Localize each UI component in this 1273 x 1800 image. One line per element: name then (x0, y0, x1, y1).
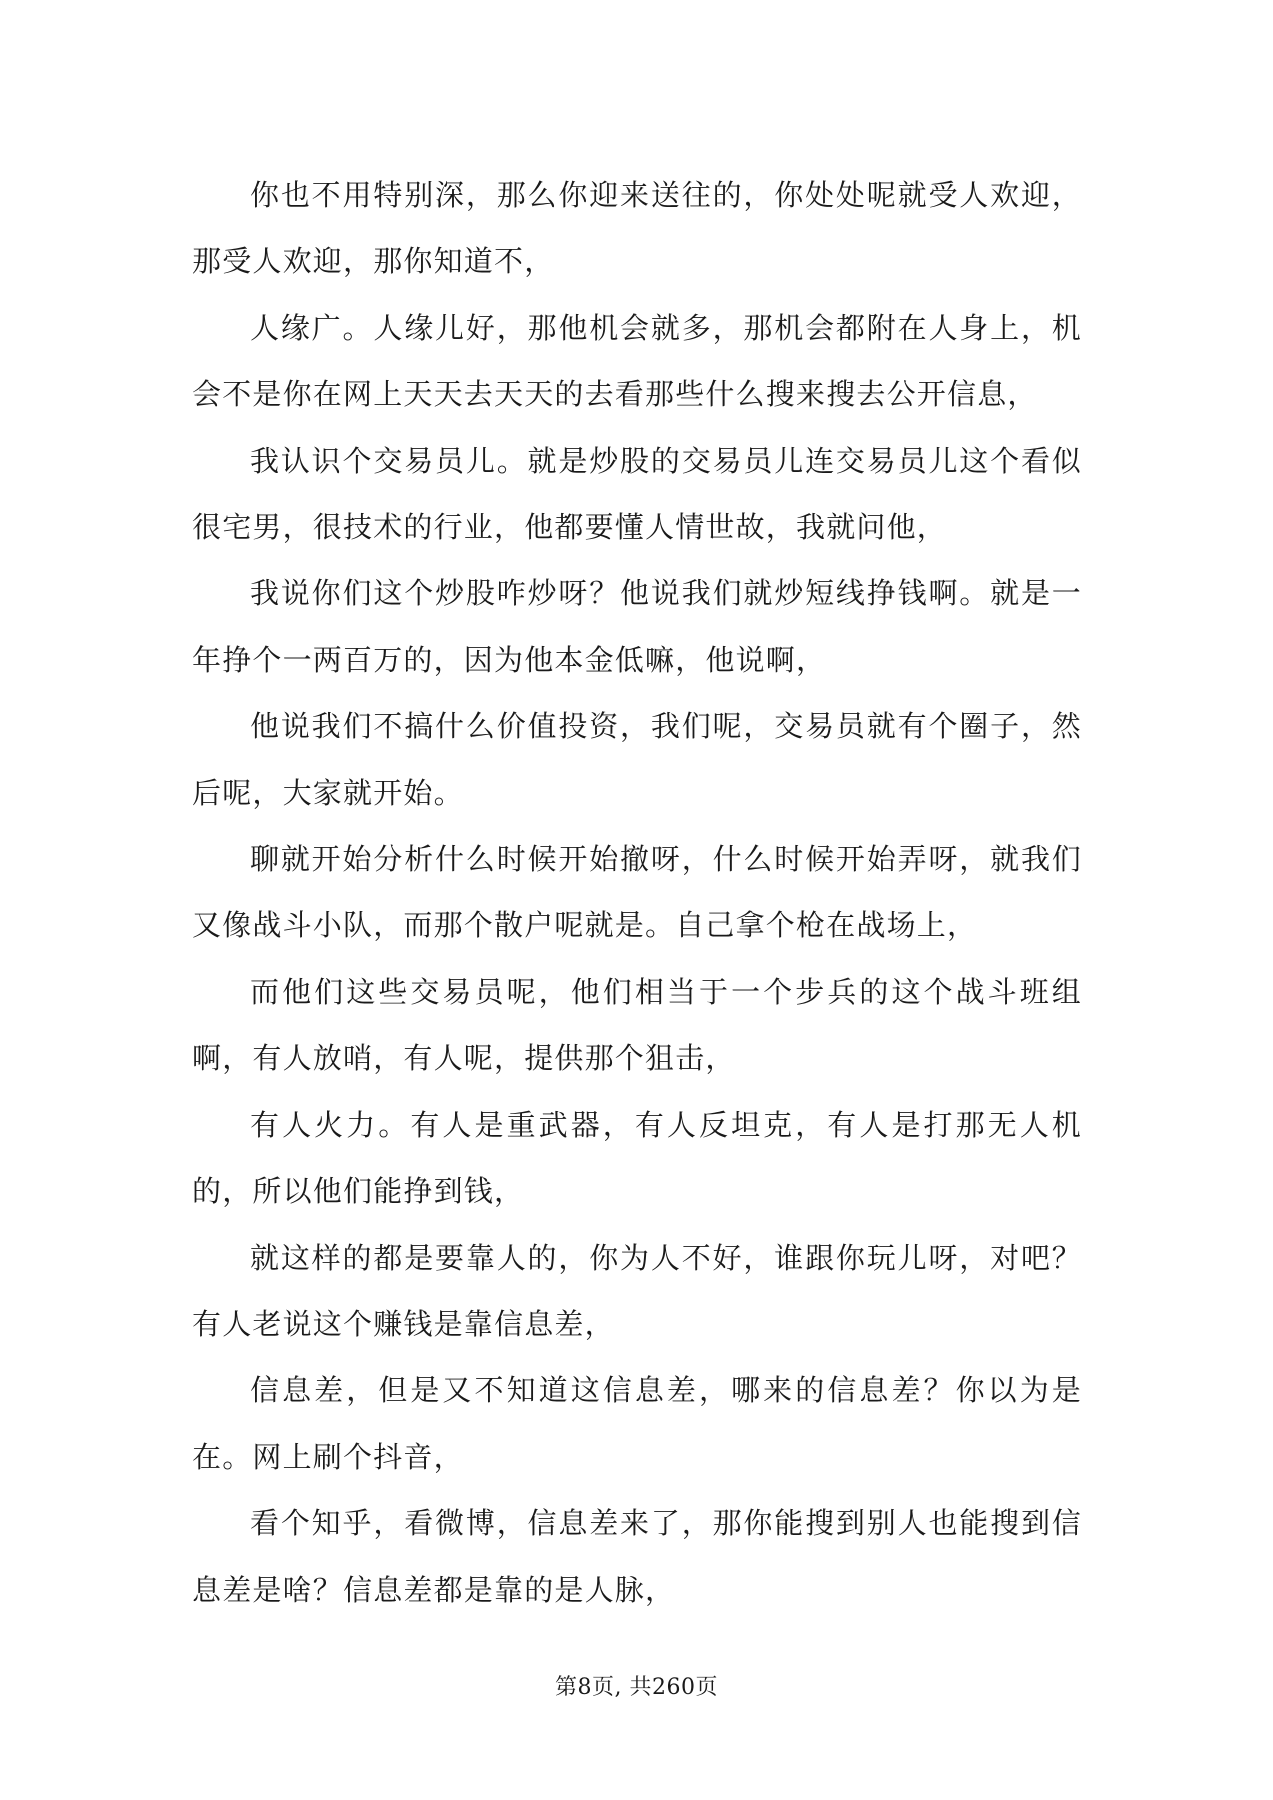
paragraph: 人缘广。人缘儿好，那他机会就多，那机会都附在人身上，机会不是你在网上天天去天天的去看那些什么搜来搜去公开信息， (192, 310, 1082, 412)
paragraph: 有人火力。有人是重武器，有人反坦克，有人是打那无人机的，所以他们能挣到钱， (192, 1107, 1082, 1209)
paragraph: 而他们这些交易员呢，他们相当于一个步兵的这个战斗班组啊，有人放哨，有人呢，提供那个狙击， (192, 974, 1082, 1076)
paragraph: 看个知乎，看微博，信息差来了，那你能搜到别人也能搜到信息差是啥？信息差都是靠的是人脉， (192, 1506, 1082, 1607)
paragraph: 他说我们不搞什么价值投资，我们呢，交易员就有个圈子，然后呢，大家就开始。 (192, 709, 1082, 810)
paragraph: 就这样的都是要靠人的，你为人不好，谁跟你玩儿呀，对吧？有人老说这个赚钱是靠信息差， (192, 1240, 1082, 1341)
paragraph: 信息差，但是又不知道这信息差，哪来的信息差？你以为是在。网上刷个抖音， (192, 1373, 1082, 1474)
paragraph: 我认识个交易员儿。就是炒股的交易员儿连交易员儿这个看似很宅男，很技术的行业，他都要懂人情世故，我就问他， (192, 443, 1082, 545)
paragraph: 聊就开始分析什么时候开始撤呀，什么时候开始弄呀，就我们又像战斗小队，而那个散户呢就是。自己拿个枪在战场上， (192, 842, 1082, 943)
page-number-footer: 第8页, 共260页 (555, 1675, 718, 1700)
page-body (192, 162, 1082, 1623)
paragraph: 我说你们这个炒股咋炒呀？他说我们就炒短线挣钱啊。就是一年挣个一两百万的，因为他本金低嘛，他说啊， (192, 576, 1082, 677)
paragraph: 你也不用特别深，那么你迎来送往的，你处处呢就受人欢迎，那受人欢迎，那你知道不， (192, 178, 1082, 279)
